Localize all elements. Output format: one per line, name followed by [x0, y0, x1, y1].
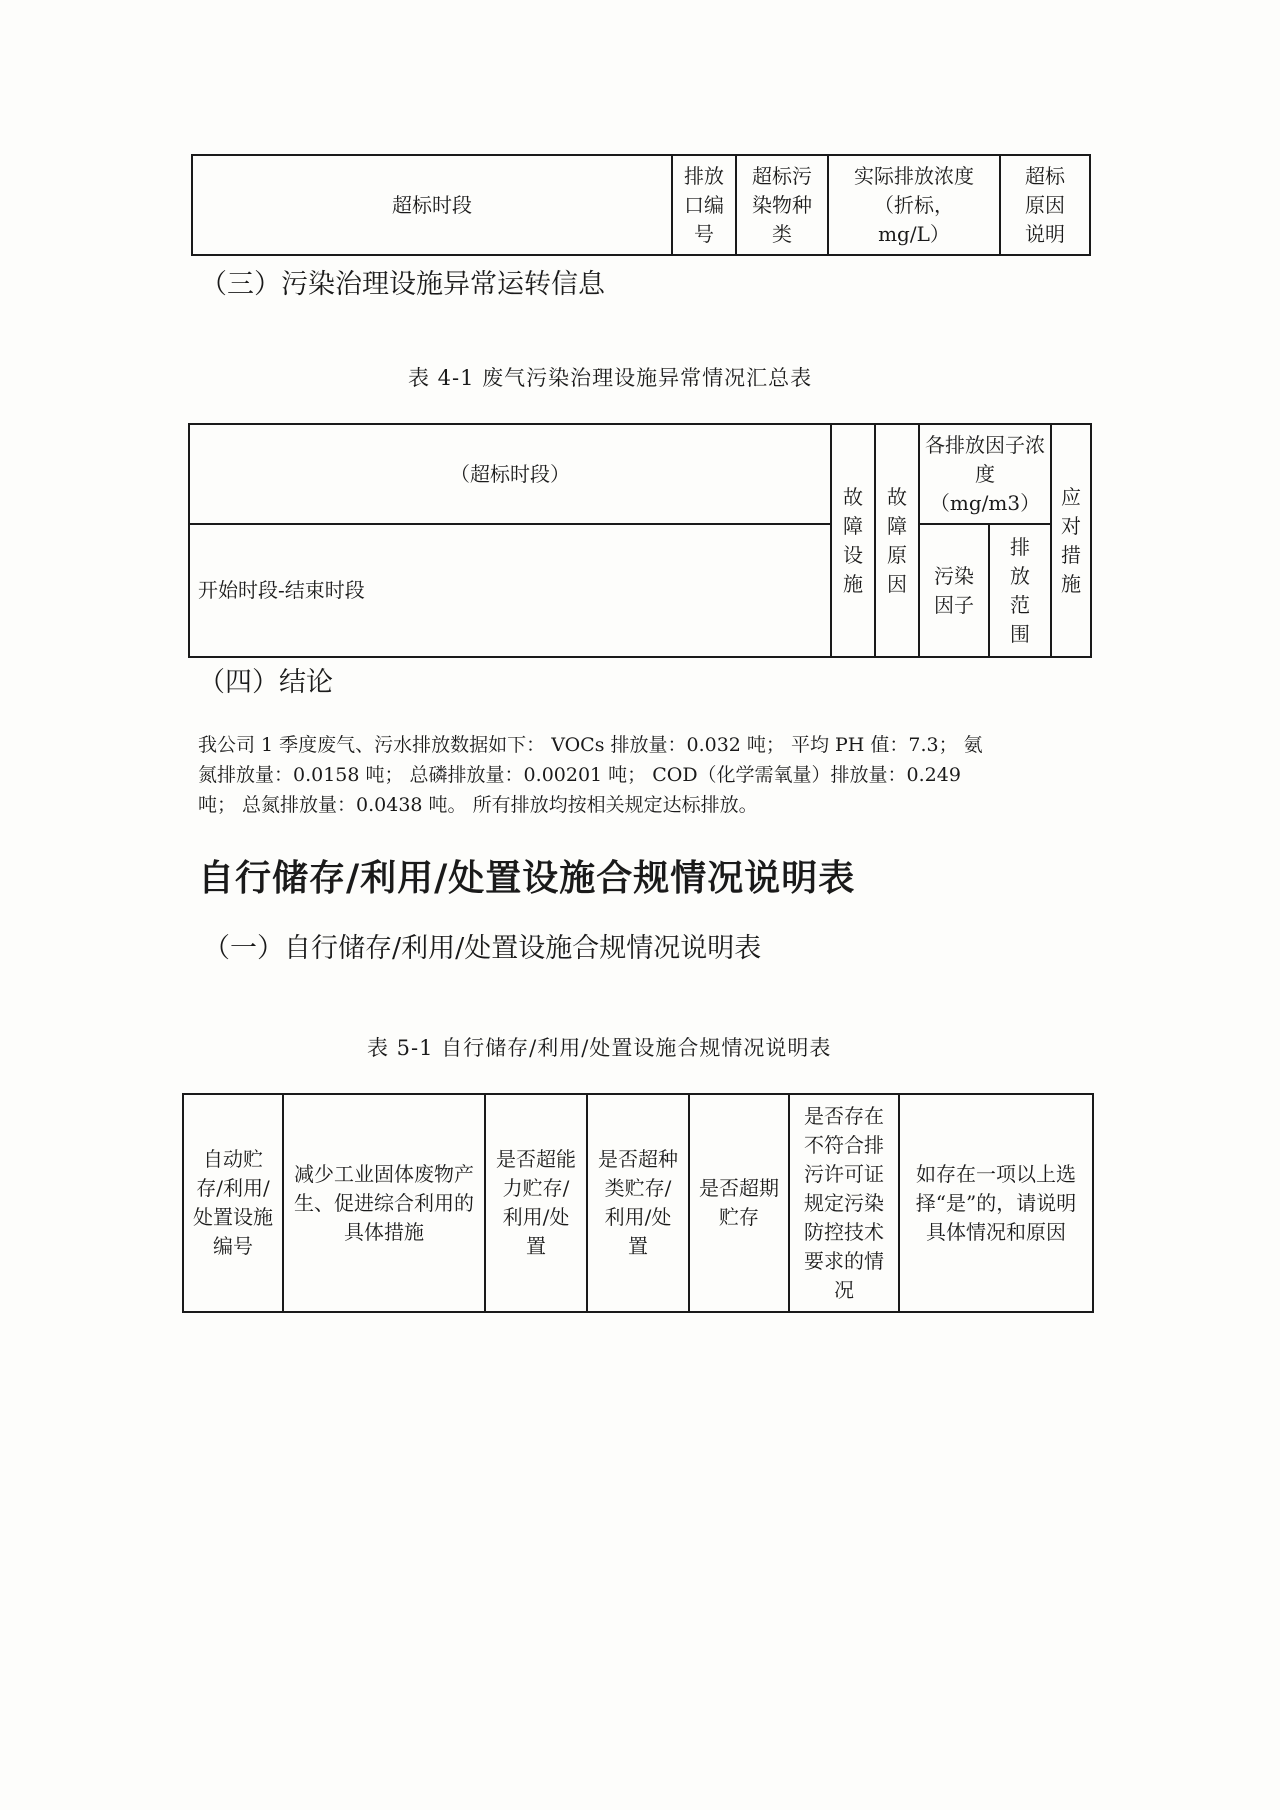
table-4-caption: 表 4-1 废气污染治理设施异常情况汇总表 [408, 366, 813, 390]
fault-facility-header: 故障设施 [831, 424, 875, 657]
col-noncompliance: 是否存在不符合排污许可证规定污染防控技术要求的情况 [789, 1094, 899, 1312]
col-over-period: 是否超期贮存 [689, 1094, 789, 1312]
col-pollutant-type: 超标污染物种类 [736, 155, 828, 255]
emission-range-header: 排放范围 [989, 524, 1051, 657]
pollutant-factor-header: 污染因子 [919, 524, 989, 657]
col-outlet-no: 排放口编号 [672, 155, 736, 255]
table-5-caption: 表 5-1 自行储存/利用/处置设施合规情况说明表 [367, 1036, 832, 1060]
section-5-subtitle: （一）自行储存/利用/处置设施合规情况说明表 [203, 933, 762, 964]
col-period: 超标时段 [192, 155, 672, 255]
col-reduction-measures: 减少工业固体废物产生、促进综合利用的具体措施 [283, 1094, 485, 1312]
col-over-capacity: 是否超能力贮存/利用/处置 [485, 1094, 587, 1312]
period-value: 开始时段-结束时段 [189, 524, 831, 657]
main-heading: 自行储存/利用/处置设施合规情况说明表 [198, 857, 856, 899]
table-3-header [191, 154, 1091, 256]
col-exceed-reason: 超标原因说明 [1000, 155, 1090, 255]
table-4-1 [188, 423, 1092, 658]
col-facility-no: 自动贮存/利用/处置设施编号 [183, 1094, 283, 1312]
conclusion-line-1: 我公司 1 季度废气、污水排放数据如下： VOCs 排放量：0.032 吨； 平均 PH 值：7.3； 氨 [198, 734, 983, 756]
section-3-title: （三）污染治理设施异常运转信息 [200, 269, 605, 300]
fault-reason-header: 故障原因 [875, 424, 919, 657]
col-over-type: 是否超种类贮存/利用/处置 [587, 1094, 689, 1312]
table-5-1 [182, 1093, 1094, 1313]
conclusion-line-3: 吨； 总氮排放量：0.0438 吨。 所有排放均按相关规定达标排放。 [198, 794, 758, 816]
conclusion-text [198, 730, 1088, 820]
section-4-title: （四）结论 [198, 667, 333, 698]
conclusion-line-2: 氮排放量：0.0158 吨； 总磷排放量：0.00201 吨； COD（化学需氧量）排放量：0.249 [198, 764, 961, 786]
col-explanation: 如存在一项以上选择“是”的，请说明具体情况和原因 [899, 1094, 1093, 1312]
period-header: （超标时段） [189, 424, 831, 524]
measures-header: 应对措施 [1051, 424, 1091, 657]
col-actual-conc: 实际排放浓度（折标，mg/L） [828, 155, 1000, 255]
concentration-header: 各排放因子浓度（mg/m3） [919, 424, 1051, 524]
